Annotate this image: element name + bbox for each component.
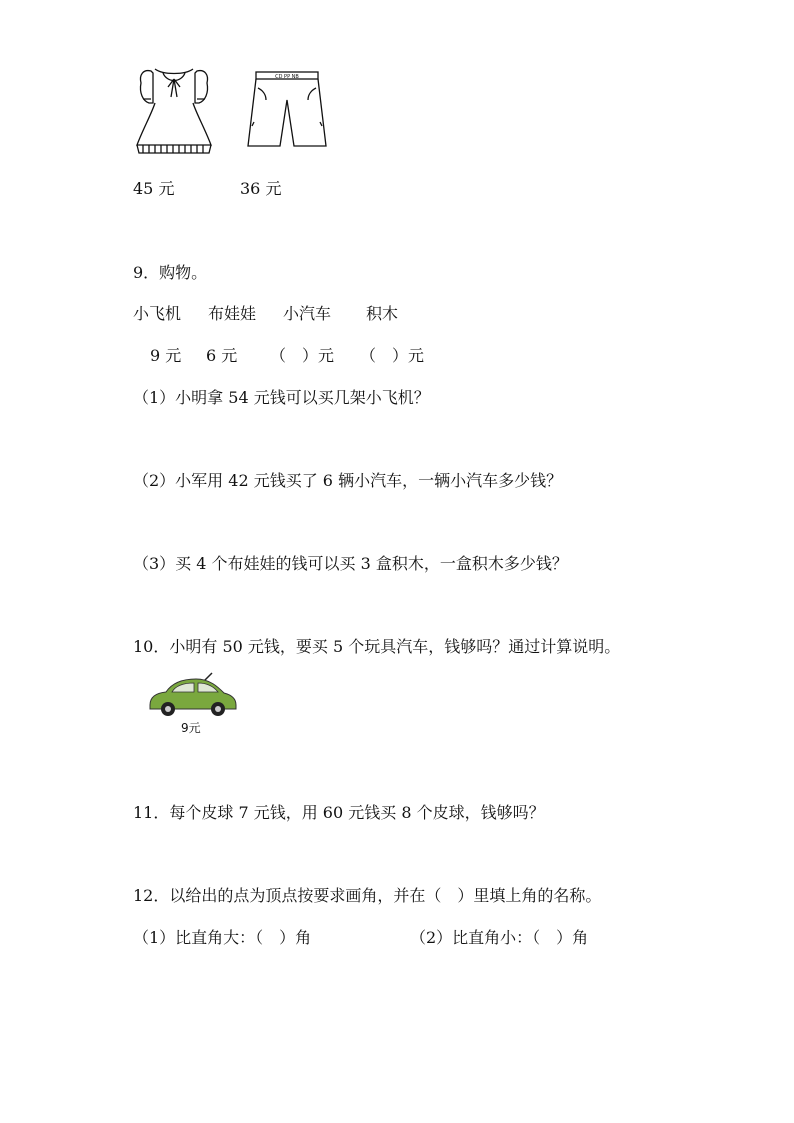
dress-price: 45 元: [133, 179, 175, 198]
q12-sub1: （1）比直角大：（ ）角: [133, 928, 312, 947]
q9-title: 9．购物。: [133, 263, 208, 282]
q9-sub1: （1）小明拿 54 元钱可以买几架小飞机？: [133, 388, 430, 407]
q9-sub3: （3）买 4 个布娃娃的钱可以买 3 盒积木，一盒积木多少钱？: [133, 554, 568, 573]
q9-item-doll: 布娃娃: [208, 304, 257, 323]
pants-image: [244, 70, 330, 150]
pants-waist-text: CD PP NB: [275, 74, 299, 80]
q9-sub2: （2）小军用 42 元钱买了 6 辆小汽车，一辆小汽车多少钱？: [133, 471, 563, 490]
q9-price-doll: 6 元: [206, 346, 238, 365]
q9-price-plane: 9 元: [150, 346, 182, 365]
q9-price-blocks: （ ）元: [360, 346, 425, 365]
q9-item-car: 小汽车: [283, 304, 332, 323]
dress-image: [133, 63, 215, 158]
q12-sub2: （2）比直角小：（ ）角: [410, 928, 589, 947]
q11-text: 11．每个皮球 7 元钱，用 60 元钱买 8 个皮球，钱够吗？: [133, 803, 545, 822]
q9-item-blocks: 积木: [366, 304, 399, 323]
q9-item-plane: 小飞机: [133, 304, 182, 323]
q10-text: 10．小明有 50 元钱，要买 5 个玩具汽车，钱够吗？通过计算说明。: [133, 637, 621, 656]
q12-text: 12．以给出的点为顶点按要求画角，并在（ ）里填上角的名称。: [133, 886, 602, 905]
pants-price: 36 元: [240, 179, 282, 198]
q9-price-car: （ ）元: [270, 346, 335, 365]
toy-car-price: 9元: [181, 721, 201, 735]
toy-car-image: [146, 671, 238, 719]
